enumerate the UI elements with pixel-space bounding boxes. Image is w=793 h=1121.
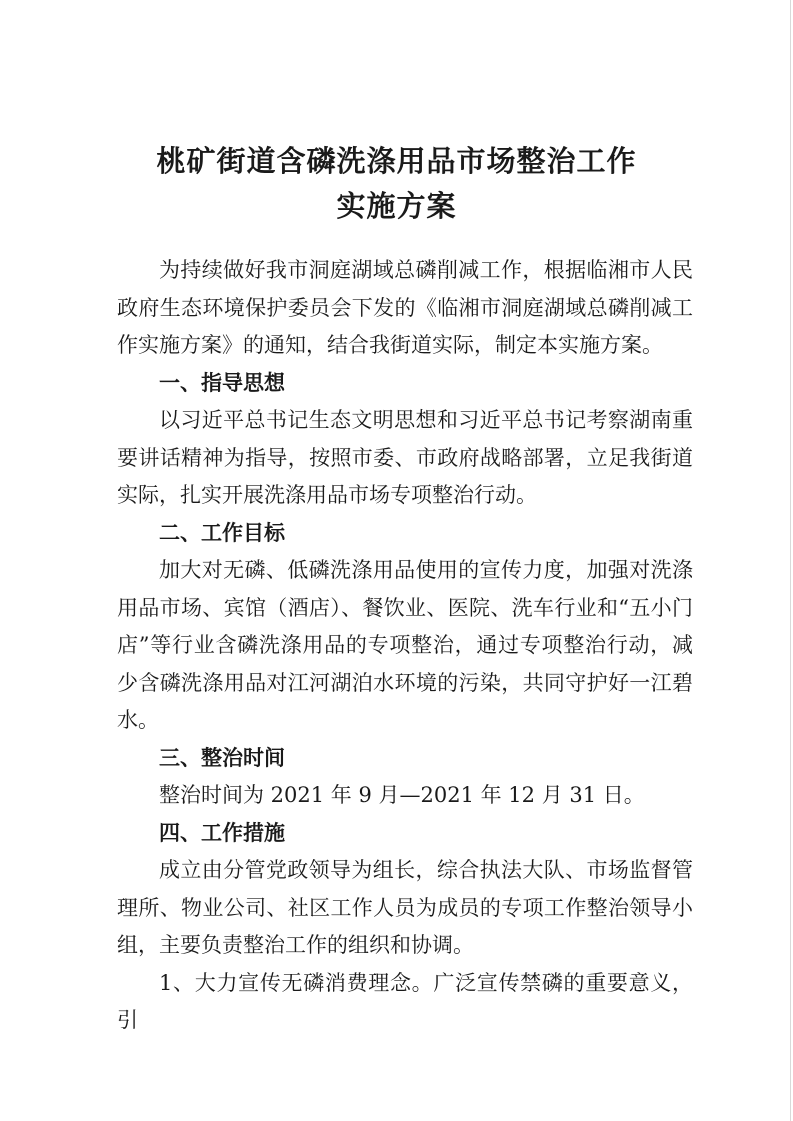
scan-edge-line <box>790 0 791 1121</box>
section-paragraph: 整治时间为 2021 年 9 月—2021 年 12 月 31 日。 <box>159 783 645 807</box>
document-body <box>117 252 693 1040</box>
section-heading-remediation-period: 三、整治时间 <box>159 745 285 770</box>
document-title-line-1: 桃矿街道含磷洗涤用品市场整治工作 <box>156 144 637 178</box>
section-heading-guiding-ideology: 一、指导思想 <box>159 370 285 395</box>
section-heading-work-goals: 二、工作目标 <box>159 520 285 545</box>
intro-paragraph: 为持续做好我市洞庭湖域总磷削减工作，根据临湘市人民政府生态环境保护委员会下发的《临湘市洞庭湖域总磷削减工作实施方案》的通知，结合我街道实际，制定本实施方案。 <box>117 258 693 357</box>
section-paragraph: 加大对无磷、低磷洗涤用品使用的宣传力度，加强对洗涤用品市场、宾馆（酒店）、餐饮业、医院、洗车行业和“五小门店”等行业含磷洗涤用品的专项整治，通过专项整治行动，减少含磷洗涤用品对江河湖泊水环境的污染，共同守护好一江碧水。 <box>117 558 693 732</box>
section-heading-work-measures: 四、工作措施 <box>159 820 285 845</box>
section-paragraph: 以习近平总书记生态文明思想和习近平总书记考察湖南重要讲话精神为指导，按照市委、市政府战略部署，立足我街道实际，扎实开展洗涤用品市场专项整治行动。 <box>117 408 693 507</box>
section-paragraph: 1、大力宣传无磷消费理念。广泛宣传禁磷的重要意义，引 <box>117 970 693 1032</box>
section-paragraph: 成立由分管党政领导为组长，综合执法大队、市场监督管理所、物业公司、社区工作人员为成员的专项工作整治领导小组，主要负责整治工作的组织和协调。 <box>117 858 693 957</box>
document-title-line-2: 实施方案 <box>336 189 457 223</box>
